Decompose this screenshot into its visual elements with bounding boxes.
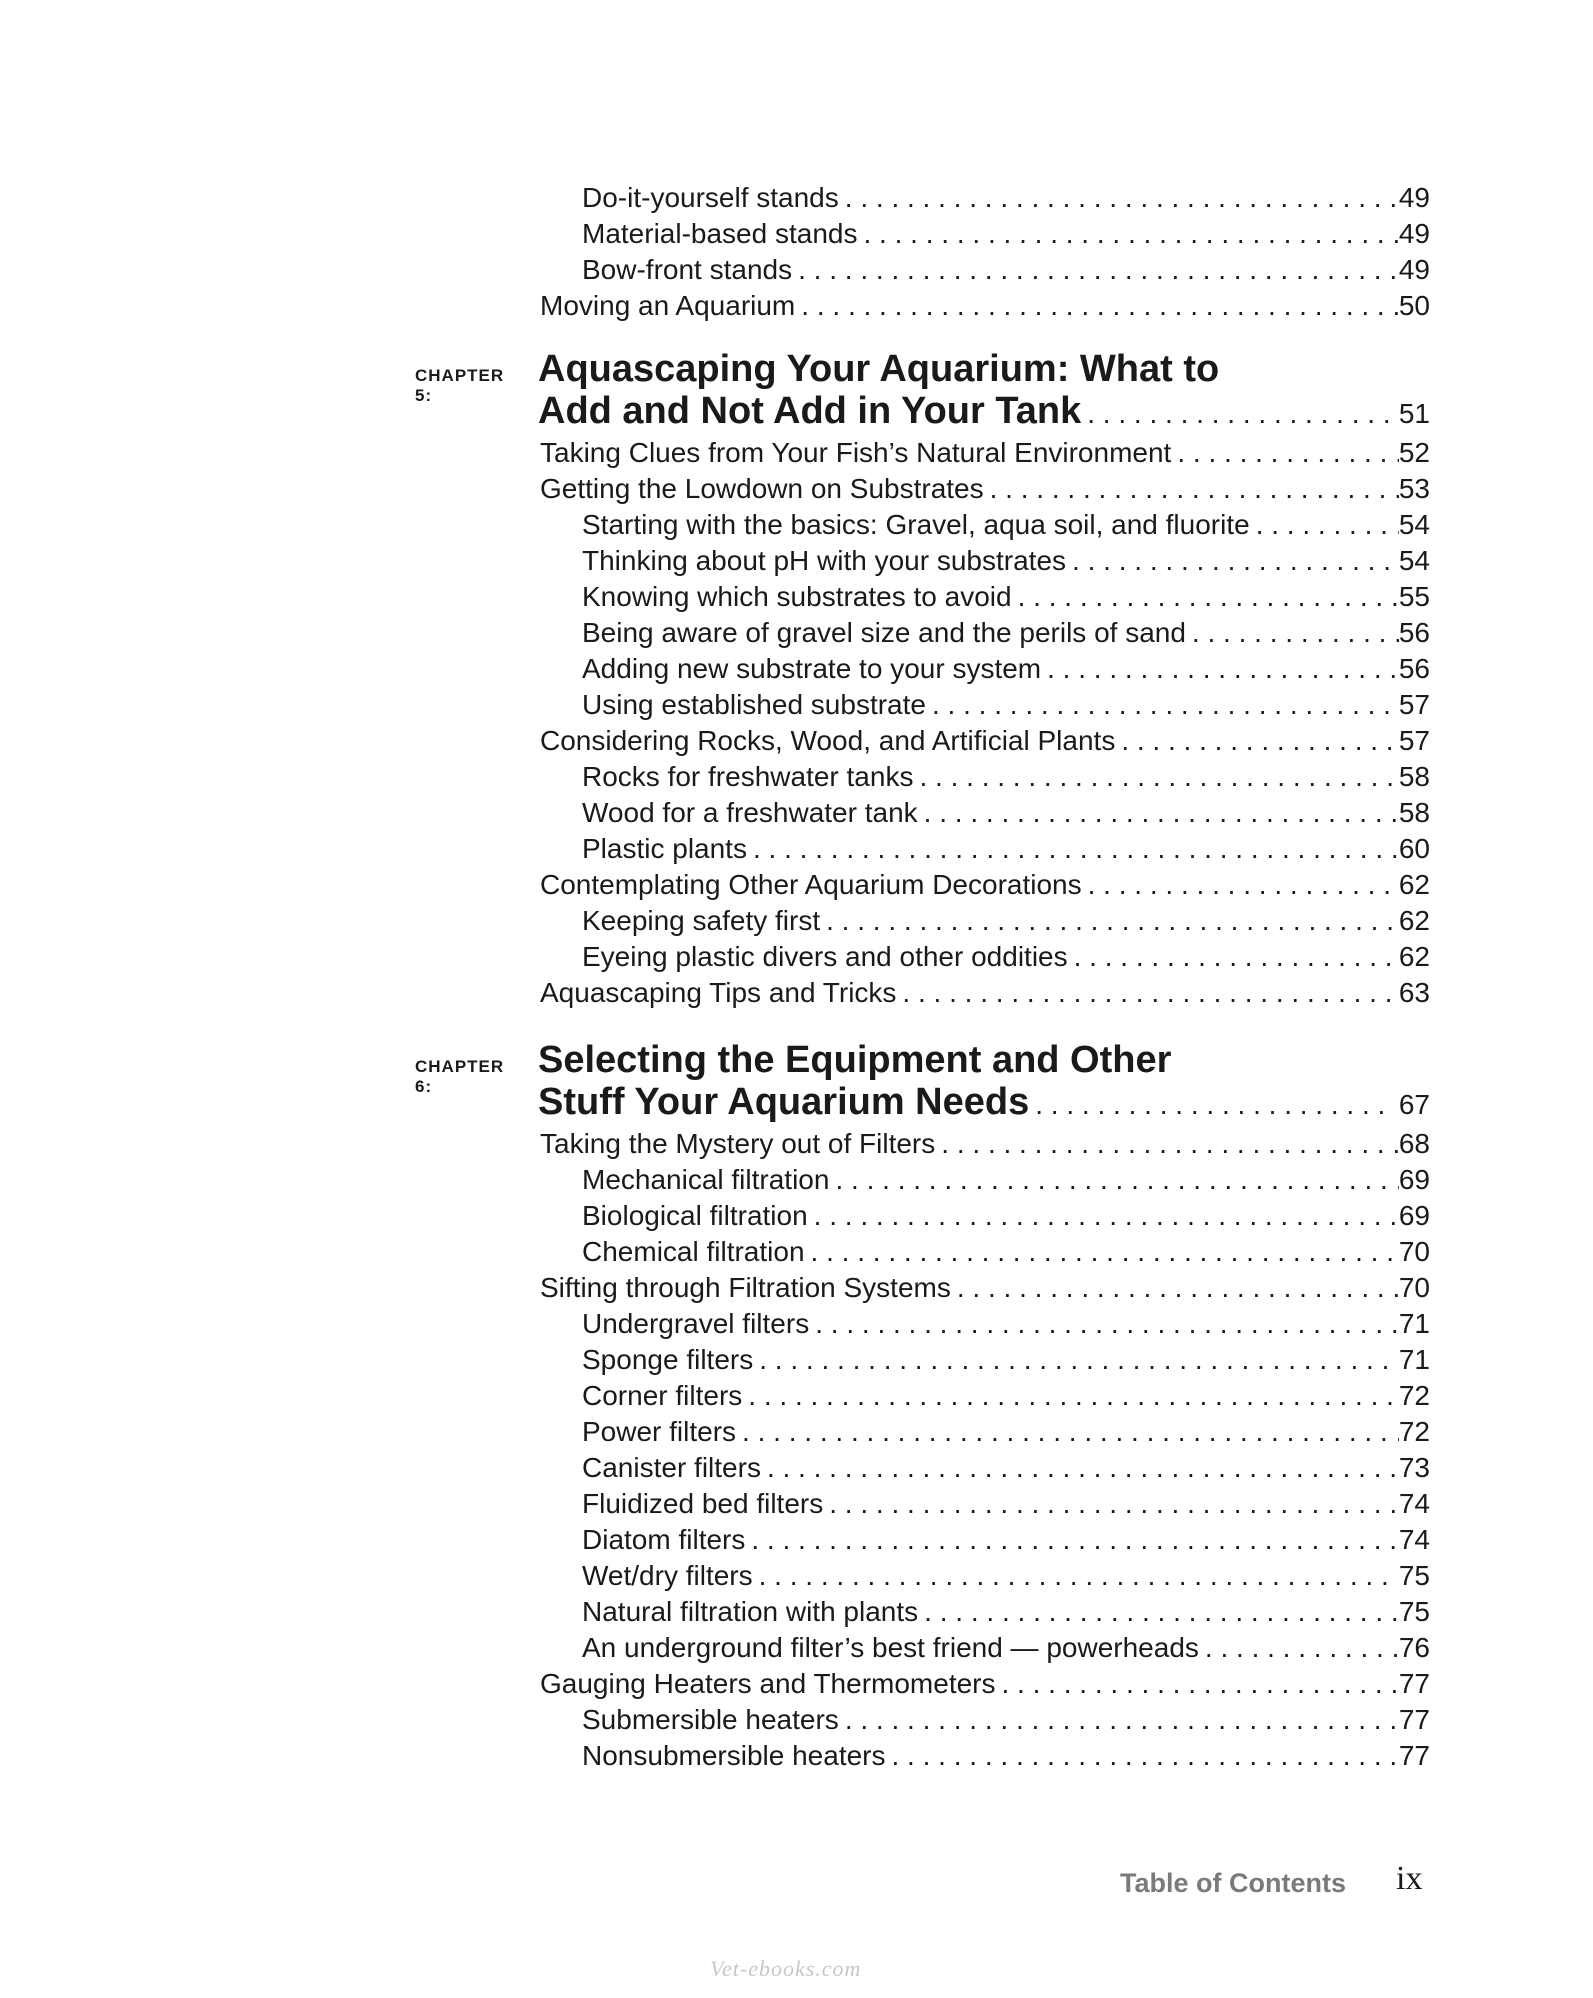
toc-entry-page: 69 (1398, 1164, 1430, 1195)
toc-entry-page: 62 (1398, 941, 1430, 972)
dot-leader (1088, 867, 1399, 903)
toc-entry-text: Being aware of gravel size and the perils of sand (582, 617, 1186, 648)
toc-entry-text: An underground filter’s best friend — powerheads (582, 1632, 1199, 1663)
toc-entry-page: 75 (1398, 1596, 1430, 1627)
toc-entry-page: 57 (1398, 689, 1430, 720)
toc-entry-text: Submersible heaters (582, 1704, 839, 1735)
dot-leader (924, 795, 1399, 831)
toc-entry-page: 58 (1398, 761, 1430, 792)
toc-entry-text: Sifting through Filtration Systems (540, 1272, 951, 1303)
toc-entry-page: 75 (1398, 1560, 1430, 1591)
dot-leader (815, 1306, 1399, 1342)
chapter-title-line[interactable]: Aquascaping Your Aquarium: What to (538, 348, 1220, 390)
running-footer-title: Table of Contents (1120, 1868, 1346, 1898)
toc-entry-text: Mechanical filtration (582, 1164, 830, 1195)
dot-leader (1256, 507, 1399, 543)
toc-entry[interactable] (582, 252, 1430, 288)
toc-entry-page: 49 (1398, 218, 1430, 249)
toc-entry-page: 73 (1398, 1452, 1430, 1483)
dot-leader (742, 1414, 1399, 1450)
toc-entry[interactable] (582, 615, 1430, 651)
toc-entry[interactable] (582, 1306, 1430, 1342)
toc-entry[interactable] (582, 180, 1430, 216)
page-number: ix (1396, 1860, 1423, 1897)
dot-leader (902, 975, 1398, 1011)
toc-entry-page: 49 (1398, 254, 1430, 285)
toc-entry-text: Wet/dry filters (582, 1560, 753, 1591)
toc-entry[interactable] (540, 975, 1430, 1011)
toc-entry-text: Canister filters (582, 1452, 761, 1483)
toc-entry-page: 77 (1398, 1704, 1430, 1735)
toc-entry[interactable] (540, 435, 1430, 471)
toc-entry[interactable] (540, 723, 1430, 759)
toc-entry-page: 49 (1398, 182, 1430, 213)
toc-entry-text: Sponge filters (582, 1344, 754, 1375)
dot-leader (919, 759, 1398, 795)
toc-entry-text: Taking the Mystery out of Filters (540, 1128, 936, 1159)
toc-entry-page: 54 (1398, 509, 1430, 540)
toc-entry-page: 63 (1398, 977, 1430, 1008)
toc-entry-page: 77 (1398, 1740, 1430, 1771)
toc-entry-text: Corner filters (582, 1380, 743, 1411)
chapter-title-line[interactable] (538, 1081, 1430, 1126)
dot-leader (759, 1342, 1399, 1378)
dot-leader (845, 1702, 1399, 1738)
toc-entry[interactable] (540, 1126, 1430, 1162)
toc-entry[interactable] (582, 795, 1430, 831)
toc-entry-page: 58 (1398, 797, 1430, 828)
toc-entry-page: 71 (1398, 1344, 1430, 1375)
toc-entry-text: Undergravel filters (582, 1308, 810, 1339)
chapter-title-text: Stuff Your Aquarium Needs (538, 1081, 1030, 1123)
toc-entry-text: Wood for a freshwater tank (582, 797, 918, 828)
toc-entry-text: Rocks for freshwater tanks (582, 761, 914, 792)
toc-entry-page: 76 (1398, 1632, 1430, 1663)
dot-leader (1002, 1666, 1399, 1702)
toc-entry-text: Natural filtration with plants (582, 1596, 919, 1627)
dot-leader (814, 1198, 1399, 1234)
toc-entry[interactable] (582, 1486, 1430, 1522)
toc-entry[interactable] (582, 1162, 1430, 1198)
toc-entry[interactable] (582, 903, 1430, 939)
dot-leader (957, 1270, 1399, 1306)
toc-entry-text: Moving an Aquarium (540, 290, 796, 321)
dot-leader (829, 1486, 1399, 1522)
toc-entry[interactable] (582, 1702, 1430, 1738)
toc-entry[interactable] (582, 543, 1430, 579)
toc-entry-text: Plastic plants (582, 833, 747, 864)
toc-entry-text: Considering Rocks, Wood, and Artificial Plants (540, 725, 1116, 756)
dot-leader (767, 1450, 1399, 1486)
dot-leader (748, 1378, 1399, 1414)
toc-entry-text: Diatom filters (582, 1524, 746, 1555)
dot-leader (801, 288, 1399, 324)
dot-leader (1018, 579, 1399, 615)
toc-entry-page: 71 (1398, 1308, 1430, 1339)
dot-leader (990, 471, 1399, 507)
toc-entry-text: Do-it-yourself stands (582, 182, 839, 213)
dot-leader (1087, 393, 1393, 435)
dot-leader (932, 687, 1399, 723)
toc-entry-text: Starting with the basics: Gravel, aqua soil, and fluorite (582, 509, 1250, 540)
dot-leader (811, 1234, 1399, 1270)
dot-leader (798, 252, 1399, 288)
dot-leader (1121, 723, 1399, 759)
dot-leader (1192, 615, 1399, 651)
dot-leader (1205, 1630, 1399, 1666)
toc-entry-text: Biological filtration (582, 1200, 808, 1231)
chapter-label: CHAPTER 5: (415, 366, 505, 405)
dot-leader (751, 1522, 1398, 1558)
toc-entry-page: 50 (1398, 290, 1430, 321)
toc-entry-text: Power filters (582, 1416, 737, 1447)
toc-entry[interactable] (582, 507, 1430, 543)
toc-entry[interactable] (540, 1270, 1430, 1306)
chapter-title-line[interactable] (538, 390, 1430, 435)
toc-entry[interactable] (582, 1630, 1430, 1666)
chapter-title-line[interactable]: Selecting the Equipment and Other (538, 1039, 1172, 1081)
toc-entry-page: 54 (1398, 545, 1430, 576)
toc-entry-page: 57 (1398, 725, 1430, 756)
toc-entry[interactable] (582, 651, 1430, 687)
toc-entry-text: Keeping safety first (582, 905, 821, 936)
toc-entry-text: Fluidized bed filters (582, 1488, 824, 1519)
toc-entry-page: 72 (1398, 1380, 1430, 1411)
dot-leader (1035, 1084, 1393, 1126)
toc-entry[interactable] (582, 831, 1430, 867)
dot-leader (753, 831, 1399, 867)
dot-leader (845, 180, 1399, 216)
toc-entry[interactable] (582, 759, 1430, 795)
toc-entry[interactable] (582, 1342, 1430, 1378)
toc-entry-page: 56 (1398, 653, 1430, 684)
toc-entry-page: 69 (1398, 1200, 1430, 1231)
toc-entry-text: Getting the Lowdown on Substrates (540, 473, 984, 504)
toc-entry-text: Using established substrate (582, 689, 926, 720)
toc-entry[interactable] (582, 1450, 1430, 1486)
chapter-title-text: Add and Not Add in Your Tank (538, 390, 1082, 432)
chapter-page: 67 (1398, 1089, 1430, 1120)
toc-entry[interactable] (582, 1558, 1430, 1594)
toc-entry-text: Eyeing plastic divers and other oddities (582, 941, 1068, 972)
toc-entry-page: 72 (1398, 1416, 1430, 1447)
dot-leader (924, 1594, 1399, 1630)
toc-entry-page: 56 (1398, 617, 1430, 648)
toc-entry[interactable] (582, 216, 1430, 252)
toc-entry[interactable] (540, 471, 1430, 507)
toc-entry[interactable] (582, 687, 1430, 723)
dot-leader (1177, 435, 1399, 471)
toc-entry-page: 55 (1398, 581, 1430, 612)
toc-entry-page: 74 (1398, 1524, 1430, 1555)
dot-leader (863, 216, 1398, 252)
chapter-page: 51 (1398, 398, 1430, 429)
dot-leader (835, 1162, 1398, 1198)
dot-leader (1074, 939, 1399, 975)
toc-entry-text: Taking Clues from Your Fish’s Natural Environment (540, 437, 1172, 468)
toc-entry-page: 70 (1398, 1272, 1430, 1303)
toc-entry[interactable] (582, 1414, 1430, 1450)
toc-entry-page: 52 (1398, 437, 1430, 468)
toc-entry-text: Bow-front stands (582, 254, 793, 285)
chapter-label: CHAPTER 6: (415, 1057, 505, 1096)
toc-entry-text: Aquascaping Tips and Tricks (540, 977, 897, 1008)
toc-entry-page: 62 (1398, 869, 1430, 900)
dot-leader (1047, 651, 1399, 687)
dot-leader (826, 903, 1399, 939)
dot-leader (941, 1126, 1399, 1162)
toc-entry[interactable] (540, 867, 1430, 903)
toc-entry[interactable] (582, 1198, 1430, 1234)
dot-leader (892, 1738, 1399, 1774)
toc-entry[interactable] (582, 1594, 1430, 1630)
toc-entry[interactable] (582, 939, 1430, 975)
dot-leader (759, 1558, 1399, 1594)
toc-entry[interactable] (582, 579, 1430, 615)
toc-entry-page: 60 (1398, 833, 1430, 864)
toc-entry-page: 68 (1398, 1128, 1430, 1159)
toc-entry-text: Nonsubmersible heaters (582, 1740, 886, 1771)
toc-entry[interactable] (582, 1234, 1430, 1270)
toc-entry-page: 74 (1398, 1488, 1430, 1519)
toc-entry-text: Material-based stands (582, 218, 858, 249)
toc-entry-page: 70 (1398, 1236, 1430, 1267)
toc-entry-page: 62 (1398, 905, 1430, 936)
toc-entry-text: Thinking about pH with your substrates (582, 545, 1067, 576)
toc-entry-text: Contemplating Other Aquarium Decorations (540, 869, 1082, 900)
toc-entry-text: Gauging Heaters and Thermometers (540, 1668, 996, 1699)
toc-entry-text: Knowing which substrates to avoid (582, 581, 1012, 612)
toc-entry[interactable] (582, 1522, 1430, 1558)
toc-entry-page: 53 (1398, 473, 1430, 504)
toc-entry-page: 77 (1398, 1668, 1430, 1699)
toc-entry-text: Chemical filtration (582, 1236, 805, 1267)
toc-entry-text: Adding new substrate to your system (582, 653, 1042, 684)
watermark: Vet-ebooks.com (710, 1956, 862, 1981)
toc-entry[interactable] (582, 1378, 1430, 1414)
dot-leader (1072, 543, 1399, 579)
toc-entry[interactable] (540, 288, 1430, 324)
toc-entry[interactable] (540, 1666, 1430, 1702)
toc-entry[interactable] (582, 1738, 1430, 1774)
